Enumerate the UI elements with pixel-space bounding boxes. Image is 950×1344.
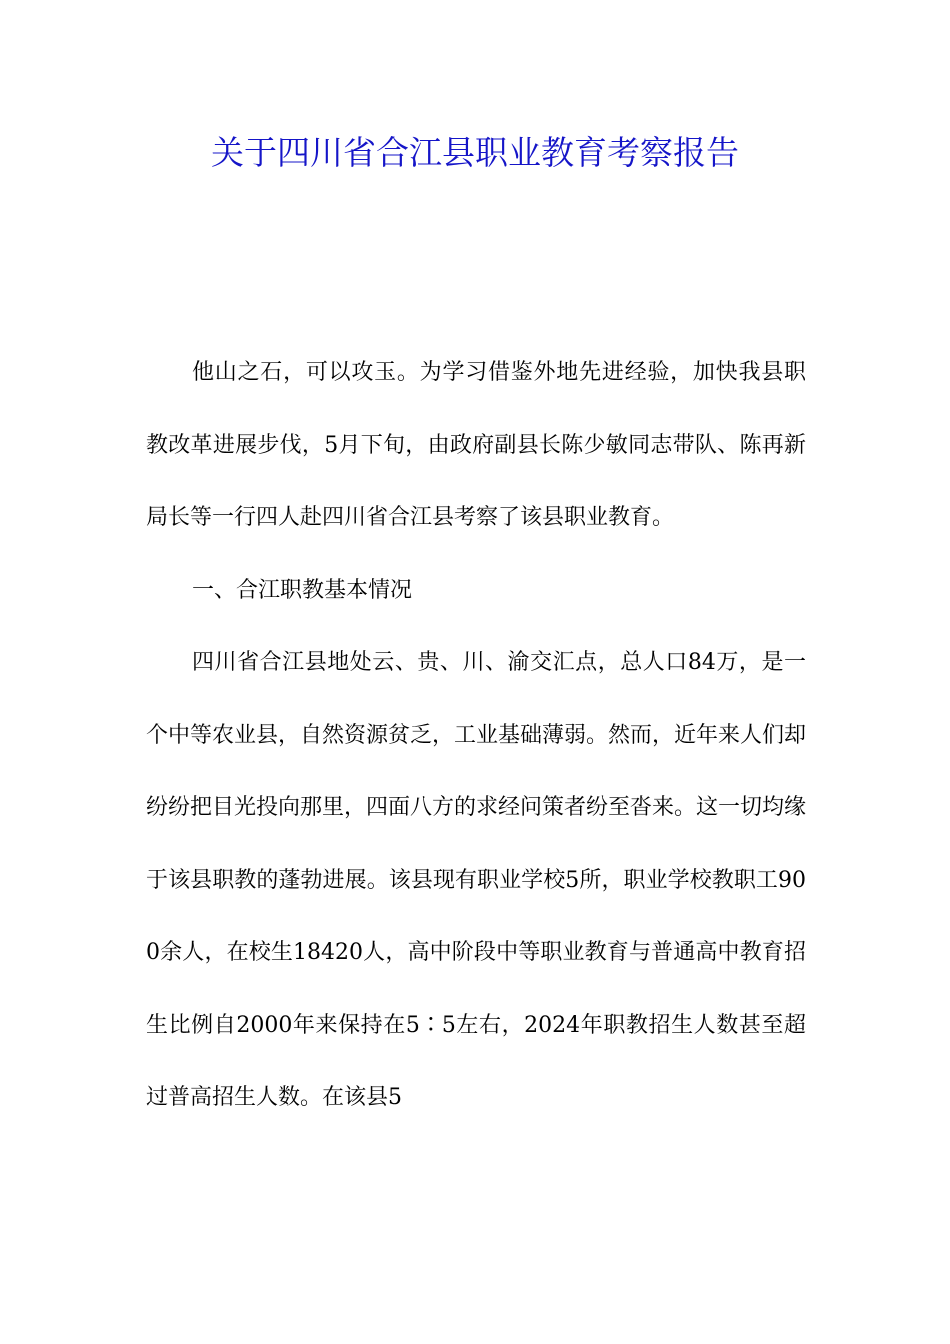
paragraph-intro: 他山之石，可以攻玉。为学习借鉴外地先进经验，加快我县职教改革进展步伐，5月下旬，由政府副县长陈少敏同志带队、陈再新局长等一行四人赴四川省合江县考察了该县职业教育。 — [146, 360, 806, 530]
section-heading-1: 一、合江职教基本情况 — [192, 577, 413, 603]
document-body — [146, 337, 806, 1135]
document-title: 关于四川省合江县职业教育考察报告 — [211, 133, 739, 172]
paragraph-basic-situation: 四川省合江县地处云、贵、川、渝交汇点，总人口84万，是一个中等农业县，自然资源贫乏，工业基础薄弱。然而，近年来人们却纷纷把目光投向那里，四面八方的求经问策者纷至沓来。这一切均缘于该县职教的蓬勃进展。该县现有职业学校5所，职业学校教职工900余人，在校生18420人，高中阶段中等职业教育与普通高中教育招生比例自2000年来保持在5∶5左右，2024年职教招生人数甚至超过普高招生人数。在该县5 — [146, 650, 807, 1110]
